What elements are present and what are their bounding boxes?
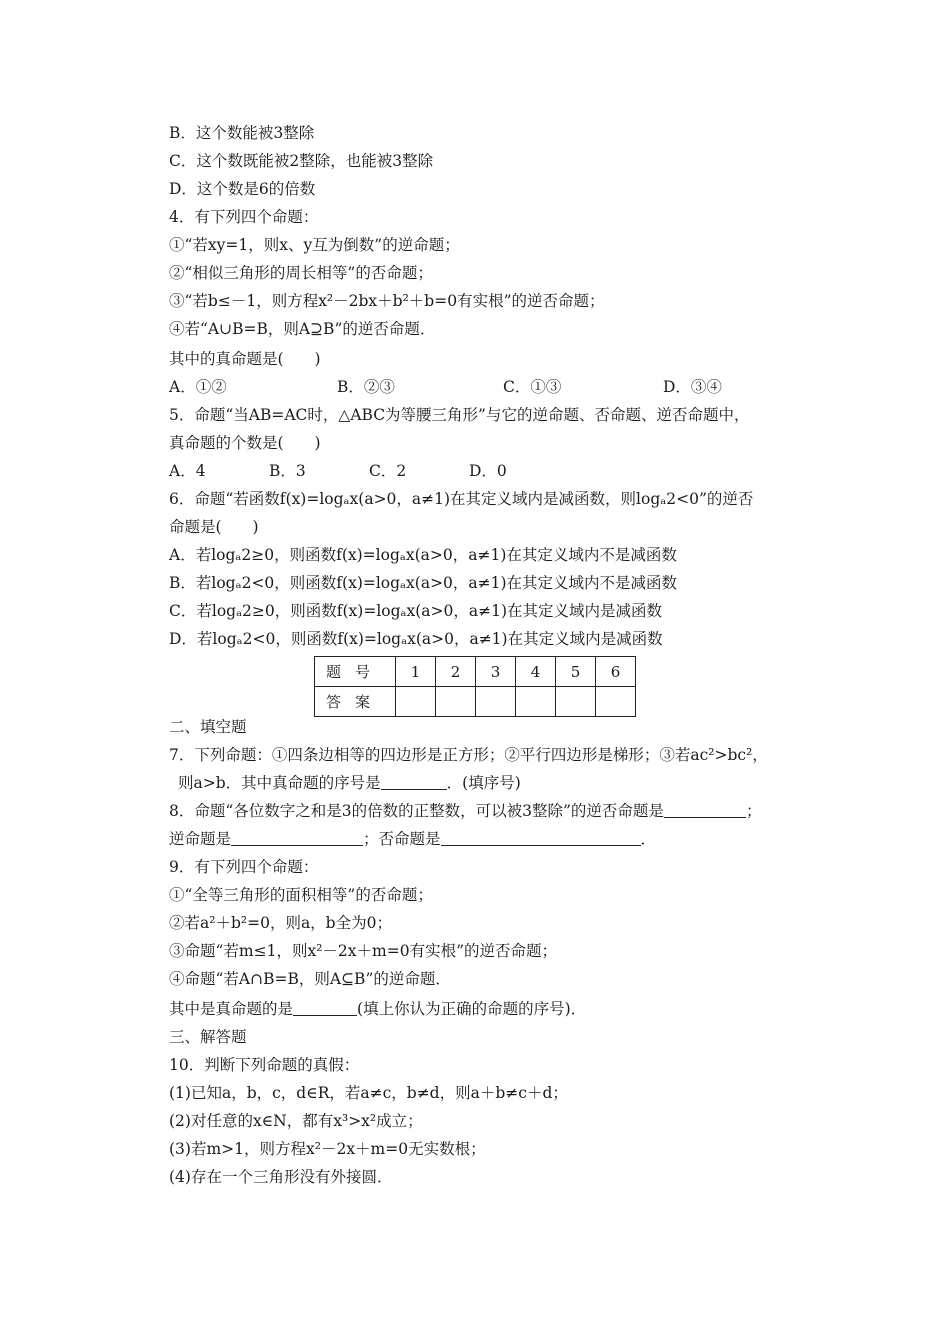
answer-table-answer-label: 答案 [315,687,396,717]
q4-option-a: A．①② [169,378,227,396]
q4-item-3: ③“若b≤－1，则方程x²－2bx＋b²＋b=0有实根”的逆否命题； [169,292,605,310]
q10-part-2: (2)对任意的x∈N，都有x³>x²成立； [169,1112,423,1130]
q6-option-c: C．若logₐ2≥0，则函数f(x)=logₐx(a>0，a≠1)在其定义域内是减函数 [169,602,663,620]
q8-inverse-blank[interactable] [441,830,641,846]
q6-option-d: D．若logₐ2<0，则函数f(x)=logₐx(a>0，a≠1)在其定义域内是减函数 [169,630,663,648]
q6-option-b: B．若logₐ2<0，则函数f(x)=logₐx(a>0，a≠1)在其定义域内不是减函数 [169,574,678,592]
q8-text: 8．命题“各位数字之和是3的倍数的正整数，可以被3整除”的逆否命题是 [169,802,664,820]
answer-table-number-cell: 1 [396,657,436,687]
q8-converse-blank[interactable] [231,830,363,846]
q5-option-b: B．3 [269,462,306,480]
answer-table-number-cell: 3 [476,657,516,687]
answer-cell[interactable] [516,687,556,717]
q4-option-b: B．②③ [337,378,395,396]
q8-semicolon: ； [745,802,762,820]
q8-converse-label: 逆命题是 [169,830,232,848]
q8-period: ． [640,830,657,848]
q10-part-3: (3)若m>1，则方程x²－2x＋m=0无实数根； [169,1140,486,1158]
q6-line-1: 6．命题“若函数f(x)=logₐx(a>0，a≠1)在其定义域内是减函数，则logₐ2<0”的逆否 [169,490,754,508]
q4-option-c: C．①③ [503,378,562,396]
q9-ask-text: 其中是真命题的是 [169,1000,294,1018]
q5-line-1: 5．命题“当AB=AC时，△ABC为等腰三角形”与它的逆命题、否命题、逆否命题中， [169,406,750,424]
q7-answer-blank[interactable] [381,774,447,790]
q5-line-2: 真命题的个数是( ) [169,434,321,452]
q6-line-2: 命题是( ) [169,518,259,536]
q9-answer-blank[interactable] [293,1000,357,1016]
q4-item-2: ②“相似三角形的周长相等”的否命题； [169,264,433,282]
answer-cell[interactable] [436,687,476,717]
q9-ask [169,999,586,1019]
q7-text: 则a>b．其中真命题的序号是 [178,774,381,792]
q9-ask-tail: (填上你认为正确的命题的序号)． [357,1000,587,1018]
q3-option-b: B．这个数能被3整除 [169,124,315,142]
answer-table-number-cell: 2 [436,657,476,687]
q4-stem: 4．有下列四个命题： [169,208,319,226]
q10-part-4: (4)存在一个三角形没有外接圆． [169,1168,393,1186]
answer-table-number-cell: 4 [516,657,556,687]
q4-item-4: ④若“A∪B=B，则A⊇B”的逆否命题． [169,320,436,338]
answer-cell[interactable] [396,687,436,717]
q10-stem: 10．判断下列命题的真假： [169,1056,360,1074]
q8-inverse-label: ；否命题是 [363,830,441,848]
q10-part-1: (1)已知a，b，c，d∈R，若a≠c，b≠d，则a＋b≠c＋d； [169,1084,568,1102]
q8-contrapositive-blank[interactable] [664,802,746,818]
answer-table-number-cell: 6 [596,657,636,687]
answer-table-number-cell: 5 [556,657,596,687]
section-3-heading: 三、解答题 [169,1028,247,1046]
q5-option-d: D．0 [469,462,507,480]
q3-option-d: D．这个数是6的倍数 [169,180,316,198]
q7-tail: ．(填序号) [446,774,521,792]
q7-line-1: 7．下列命题：①四条边相等的四边形是正方形；②平行四边形是梯形；③若ac²>bc²， [169,746,768,764]
q6-option-a: A．若logₐ2≥0，则函数f(x)=logₐx(a>0，a≠1)在其定义域内不是减函数 [169,546,677,564]
q4-item-1: ①“若xy=1，则x、y互为倒数”的逆命题； [169,236,460,254]
q4-option-d: D．③④ [663,378,722,396]
section-2-heading: 二、填空题 [169,718,247,736]
answer-table-number-label: 题号 [315,657,396,687]
answer-table-answer-row [315,687,636,717]
answer-cell[interactable] [596,687,636,717]
q9-item-4: ④命题“若A∩B=B，则A⊆B”的逆命题． [169,970,451,988]
q9-stem: 9．有下列四个命题： [169,858,319,876]
q4-ask: 其中的真命题是( ) [169,350,321,368]
q9-item-3: ③命题“若m≤1，则x²－2x＋m=0有实根”的逆否命题； [169,942,558,960]
q5-option-c: C．2 [369,462,407,480]
answer-cell[interactable] [556,687,596,717]
q9-item-1: ①“全等三角形的面积相等”的否命题； [169,886,433,904]
q9-item-2: ②若a²＋b²=0，则a，b全为0； [169,914,392,932]
q5-option-a: A．4 [169,462,206,480]
answer-table-number-row [315,657,636,687]
answer-cell[interactable] [476,687,516,717]
q8-line-2 [169,829,656,849]
q3-option-c: C．这个数既能被2整除，也能被3整除 [169,152,434,170]
q7-line-2 [178,773,521,793]
answer-table [314,656,636,717]
q8-line-1 [169,801,761,821]
